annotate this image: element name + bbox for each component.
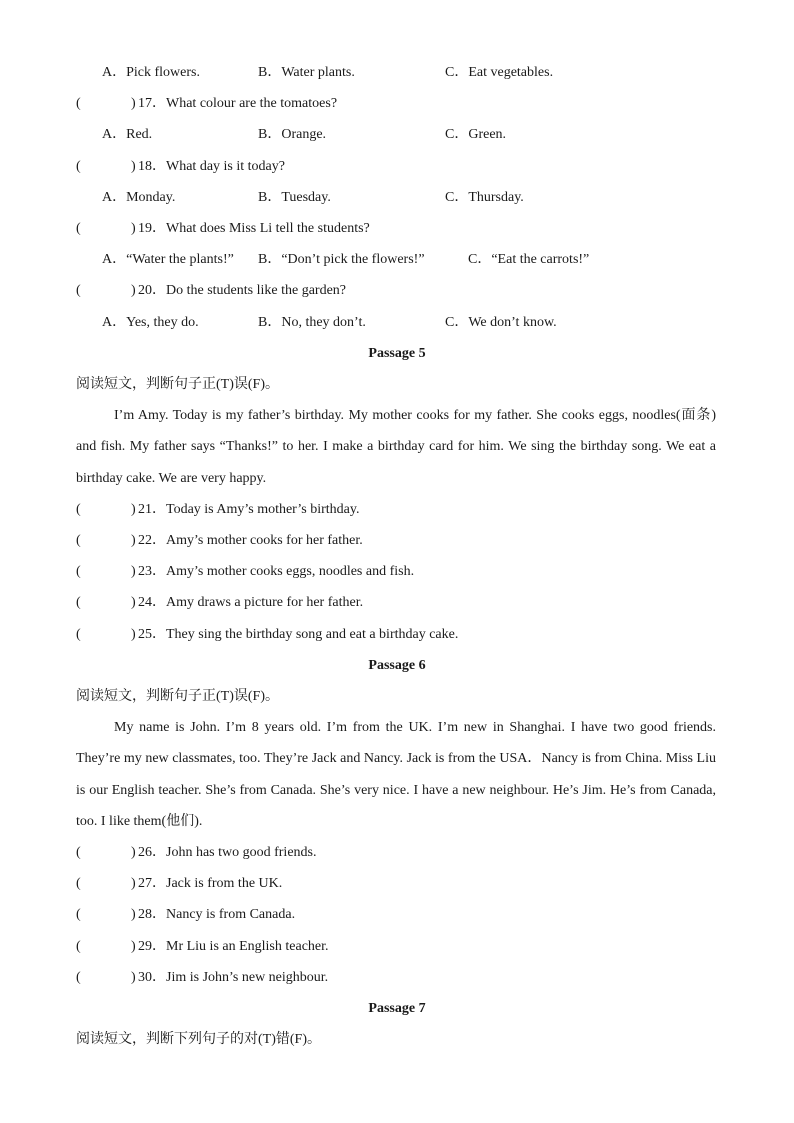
passage-6-text: My name is John. I’m 8 years old. I’m from the UK. I’m new in Shanghai. I have two good friends. They’re my new classmates, too. They’re Jack and Nancy. Jack is from the USA．Nancy is from China. Miss Liu is our English teacher. She’s from Canada. She’s very nice. I have a new neighbour. He’s Jim. He’s from Canada, too. I like them(他们). bbox=[76, 720, 716, 829]
q16-option-c: C．Eat vegetables. bbox=[445, 65, 554, 80]
q18-option-c: C．Thursday. bbox=[445, 190, 524, 205]
question-21 bbox=[76, 499, 724, 521]
q20-options bbox=[76, 312, 724, 334]
answer-blank-close: ) bbox=[131, 564, 136, 579]
passage-5-title: Passage 5 bbox=[368, 346, 426, 361]
q18-option-a: A．Monday. bbox=[102, 190, 176, 205]
answer-blank-open: ( bbox=[76, 502, 81, 517]
answer-blank-close: ) bbox=[131, 939, 136, 954]
q19-options bbox=[76, 249, 724, 271]
question-23 bbox=[76, 561, 724, 583]
answer-blank-open: ( bbox=[76, 970, 81, 985]
question-text: 26．John has two good friends. bbox=[138, 845, 317, 860]
answer-blank-open: ( bbox=[76, 907, 81, 922]
q19-option-b: B．“Don’t pick the flowers!” bbox=[258, 252, 425, 267]
answer-blank-open: ( bbox=[76, 939, 81, 954]
question-24 bbox=[76, 592, 724, 614]
answer-blank-open: ( bbox=[76, 533, 81, 548]
question-18 bbox=[76, 156, 724, 178]
question-30 bbox=[76, 967, 724, 989]
passage-6-instruction: 阅读短文，判断句子正(T)误(F)。 bbox=[76, 689, 279, 704]
question-text: 18．What day is it today? bbox=[138, 159, 285, 174]
question-text: 20．Do the students like the garden? bbox=[138, 283, 347, 298]
passage-7-instruction: 阅读短文，判断下列句子的对(T)错(F)。 bbox=[76, 1032, 321, 1047]
q16-options bbox=[76, 62, 724, 84]
question-text: 21．Today is Amy’s mother’s birthday. bbox=[138, 502, 360, 517]
question-text: 27．Jack is from the UK. bbox=[138, 876, 283, 891]
question-27 bbox=[76, 873, 724, 895]
question-17 bbox=[76, 93, 724, 115]
q17-option-a: A．Red. bbox=[102, 127, 153, 142]
question-text: 24．Amy draws a picture for her father. bbox=[138, 595, 364, 610]
answer-blank-open: ( bbox=[76, 876, 81, 891]
question-19 bbox=[76, 218, 724, 240]
question-29 bbox=[76, 936, 724, 958]
question-26 bbox=[76, 842, 724, 864]
answer-blank-close: ) bbox=[131, 627, 136, 642]
passage-5-text: I’m Amy. Today is my father’s birthday. My mother cooks for my father. She cooks eggs, noodles(面条) and fish. My father says “Thanks!” to her. I make a birthday card for him. We sing the birthday song. We eat a birthday cake. We are very happy. bbox=[76, 408, 716, 486]
q19-option-a: A．“Water the plants!” bbox=[102, 252, 234, 267]
passage-5-instruction: 阅读短文，判断句子正(T)误(F)。 bbox=[76, 377, 279, 392]
answer-blank-close: ) bbox=[131, 502, 136, 517]
answer-blank-close: ) bbox=[131, 221, 136, 236]
answer-blank-close: ) bbox=[131, 845, 136, 860]
question-text: 19．What does Miss Li tell the students? bbox=[138, 221, 370, 236]
answer-blank-close: ) bbox=[131, 283, 136, 298]
question-text: 28．Nancy is from Canada. bbox=[138, 907, 296, 922]
answer-blank-close: ) bbox=[131, 876, 136, 891]
answer-blank-open: ( bbox=[76, 595, 81, 610]
answer-blank-close: ) bbox=[131, 533, 136, 548]
answer-blank-close: ) bbox=[131, 159, 136, 174]
answer-blank-open: ( bbox=[76, 283, 81, 298]
answer-blank-open: ( bbox=[76, 627, 81, 642]
question-text: 25．They sing the birthday song and eat a birthday cake. bbox=[138, 627, 459, 642]
answer-blank-close: ) bbox=[131, 96, 136, 111]
question-20 bbox=[76, 280, 724, 302]
question-25 bbox=[76, 624, 724, 646]
question-text: 29．Mr Liu is an English teacher. bbox=[138, 939, 329, 954]
answer-blank-open: ( bbox=[76, 221, 81, 236]
q16-option-b: B．Water plants. bbox=[258, 65, 355, 80]
answer-blank-open: ( bbox=[76, 96, 81, 111]
answer-blank-close: ) bbox=[131, 907, 136, 922]
q17-options bbox=[76, 124, 724, 146]
answer-blank-close: ) bbox=[131, 595, 136, 610]
q20-option-c: C．We don’t know. bbox=[445, 315, 557, 330]
q17-option-b: B．Orange. bbox=[258, 127, 327, 142]
passage-7-title: Passage 7 bbox=[368, 1001, 426, 1016]
passage-6-title: Passage 6 bbox=[368, 658, 426, 673]
answer-blank-open: ( bbox=[76, 845, 81, 860]
question-text: 17．What colour are the tomatoes? bbox=[138, 96, 338, 111]
question-22 bbox=[76, 530, 724, 552]
q19-option-c: C．“Eat the carrots!” bbox=[468, 252, 590, 267]
q20-option-a: A．Yes, they do. bbox=[102, 315, 199, 330]
q18-option-b: B．Tuesday. bbox=[258, 190, 331, 205]
question-text: 23．Amy’s mother cooks eggs, noodles and fish. bbox=[138, 564, 415, 579]
answer-blank-open: ( bbox=[76, 159, 81, 174]
q18-options bbox=[76, 187, 724, 209]
q20-option-b: B．No, they don’t. bbox=[258, 315, 366, 330]
question-text: 22．Amy’s mother cooks for her father. bbox=[138, 533, 363, 548]
question-text: 30．Jim is John’s new neighbour. bbox=[138, 970, 329, 985]
q17-option-c: C．Green. bbox=[445, 127, 507, 142]
answer-blank-open: ( bbox=[76, 564, 81, 579]
answer-blank-close: ) bbox=[131, 970, 136, 985]
question-28 bbox=[76, 904, 724, 926]
q16-option-a: A．Pick flowers. bbox=[102, 65, 200, 80]
